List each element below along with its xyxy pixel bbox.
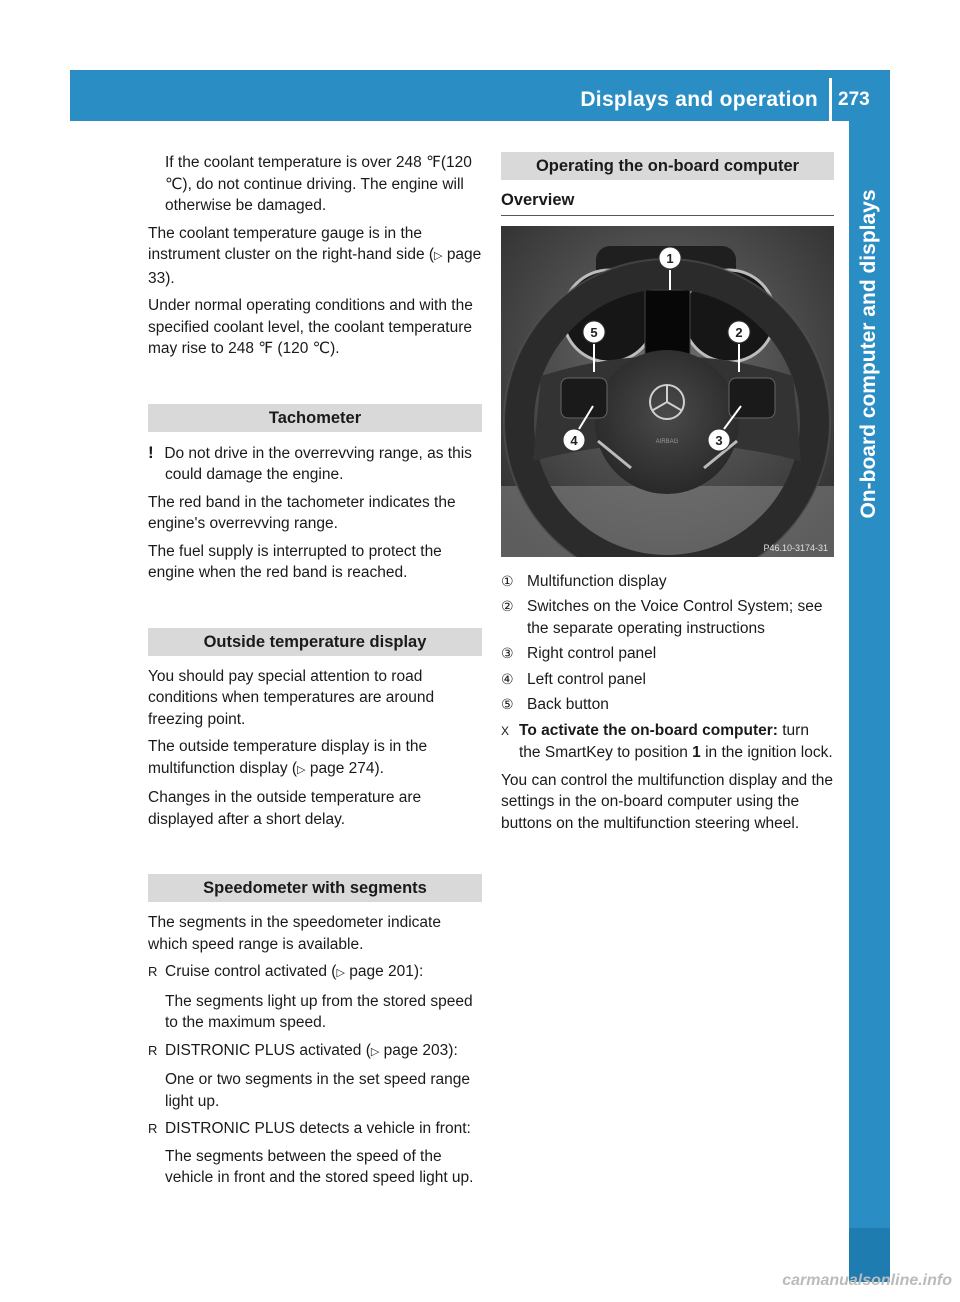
multifunction-display-icon <box>645 290 690 354</box>
list-item-description: The segments between the speed of the vehicle in front and the stored speed light up. <box>165 1147 474 1186</box>
coolant-gauge-paragraph: The coolant temperature gauge is in the instrument cluster on the right-hand side (▷ page 33). <box>148 224 482 287</box>
speedometer-intro: The segments in the speedometer indicate which speed range is available. <box>148 914 441 953</box>
page-link[interactable]: page 33). <box>148 246 482 287</box>
figure-code: P46.10-3174-31 <box>763 542 828 553</box>
list-item: R DISTRONIC PLUS activated (▷ page 203): <box>148 1040 482 1064</box>
warning-icon: ! <box>148 442 154 462</box>
callout-2 <box>728 321 750 343</box>
callout-4 <box>563 429 585 451</box>
list-item-description: The segments light up from the stored speed to the maximum speed. <box>165 992 473 1031</box>
steering-wheel-figure <box>501 226 834 557</box>
legend-item: ② Switches on the Voice Control System; see the separate operating instructions <box>501 598 823 637</box>
figure-legend <box>501 571 834 716</box>
subheading-overview: Overview <box>501 190 834 216</box>
tachometer-warning: ! Do not drive in the overrevving range, as this could damage the engine. <box>148 442 472 483</box>
outside-temp-delay: Changes in the outside temperature are displayed after a short delay. <box>148 789 422 828</box>
list-item: R Cruise control activated (▷ page 201): <box>148 961 482 985</box>
right-column <box>501 152 834 840</box>
arrow-icon: X <box>501 723 510 738</box>
bullet-icon: R <box>148 964 158 979</box>
svg-text:4: 4 <box>570 432 578 448</box>
legend-number: ① <box>501 572 514 589</box>
legend-item: ③ Right control panel <box>527 643 834 665</box>
svg-text:1: 1 <box>666 250 674 266</box>
section-heading-tachometer: Tachometer <box>148 404 482 432</box>
section-heading-outside-temperature: Outside temperature display <box>148 628 482 656</box>
left-column <box>148 152 482 1195</box>
svg-text:3: 3 <box>715 432 723 448</box>
bullet-icon: R <box>148 1121 158 1136</box>
coolant-warning: If the coolant temperature is over 248 ℉(120 ℃), do not continue driving. The engine will otherwise be damaged. <box>165 154 472 214</box>
header-divider <box>829 78 832 121</box>
legend-number: ③ <box>501 645 514 661</box>
tachometer-fuel-supply: The fuel supply is interrupted to protect the engine when the red band is reached. <box>148 542 442 581</box>
left-control-panel-icon <box>561 378 607 418</box>
legend-item: ④ Left control panel <box>527 669 834 691</box>
legend-number: ② <box>501 598 514 614</box>
list-item: R DISTRONIC PLUS detects a vehicle in front: <box>148 1118 482 1140</box>
legend-item: ① Multifunction display <box>527 571 834 593</box>
svg-text:2: 2 <box>735 324 743 340</box>
airbag-label: AIRBAG <box>655 438 679 445</box>
watermark: carmanualsonline.info <box>782 1272 952 1289</box>
tachometer-red-band: The red band in the tachometer indicates the engine's overrevving range. <box>148 493 456 532</box>
callout-1 <box>659 247 681 269</box>
section-heading-speedometer: Speedometer with segments <box>148 874 482 902</box>
list-item-description: One or two segments in the set speed range light up. <box>165 1071 471 1110</box>
coolant-normal-paragraph: Under normal operating conditions and with the specified coolant level, the coolant temperature may rise to 248 ℉ (120 ℃). <box>148 297 473 357</box>
page-number: 273 <box>838 89 870 110</box>
bullet-icon: R <box>148 1042 158 1058</box>
page-ref-icon: ▷ <box>434 250 443 262</box>
page-ref-icon: ▷ <box>336 967 345 979</box>
callout-5 <box>583 321 605 343</box>
page-link[interactable]: page 274). <box>309 759 384 777</box>
outside-temp-attention: You should pay special attention to road conditions when temperatures are around freezing point. <box>148 667 435 728</box>
legend-number: ⑤ <box>501 696 514 712</box>
page-ref-icon: ▷ <box>297 763 306 776</box>
svg-text:5: 5 <box>590 324 598 340</box>
page-link[interactable]: page 203): <box>383 1041 458 1059</box>
control-paragraph: You can control the multifunction display and the settings in the on-board computer using the buttons on the multifunction steering wheel. <box>501 771 834 832</box>
airbag-hub <box>595 350 739 494</box>
page-link[interactable]: page 201): <box>349 963 424 980</box>
side-tab-label: On-board computer and displays <box>857 189 880 519</box>
section-heading-on-board-computer: Operating the on-board computer <box>501 152 834 180</box>
header-title: Displays and operation <box>580 88 818 111</box>
legend-item: ⑤ Back button <box>527 694 834 716</box>
outside-temp-location: The outside temperature display is in the multifunction display (▷ page 274). <box>148 738 428 777</box>
activate-instruction: X To activate the on-board computer: turn the SmartKey to position 1 in the ignition lock. <box>501 721 833 761</box>
legend-number: ④ <box>501 670 514 687</box>
page-ref-icon: ▷ <box>370 1045 380 1058</box>
callout-3 <box>708 429 730 451</box>
